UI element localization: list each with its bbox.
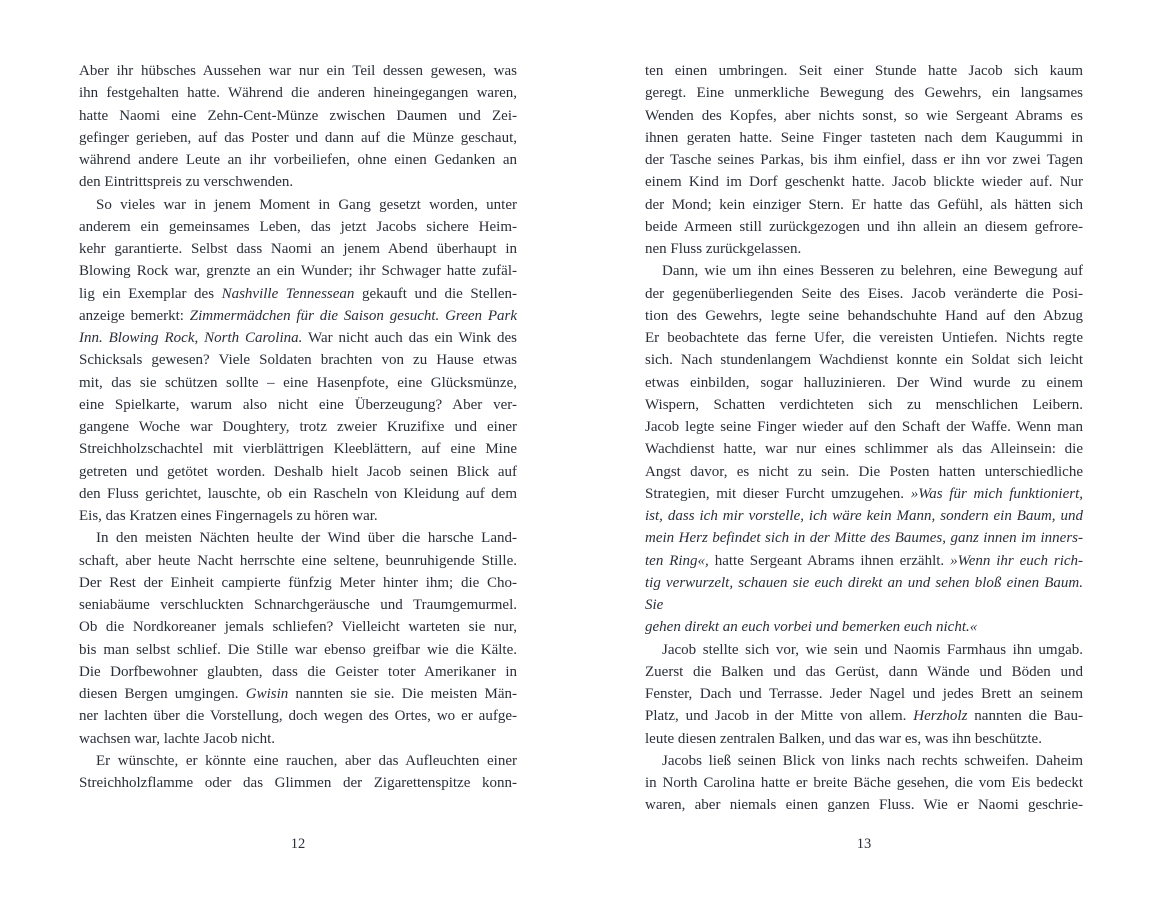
text-line: Wachdienst hatte, war nur eines schlimmer als das Alleinsein: die: [645, 441, 1083, 458]
left-page-text-block: [79, 60, 517, 794]
text-line: Platz, und Jacob in der Mitte von allem. Herzholz nannten die Bau-: [645, 708, 1083, 725]
text-line: Jacob legte seine Finger wieder auf den Schaft der Waffe. Wenn man: [645, 419, 1083, 435]
text-line: seniabäume verschluckten Schnarchgeräusche und Traumgemurmel.: [79, 597, 517, 613]
text-line: waren, aber niemals einen ganzen Fluss. Wie er Naomi geschrie-: [645, 797, 1083, 814]
text-line: geregt. Eine unmerkliche Bewegung des Gewehrs, ein langsames: [645, 85, 1083, 102]
text-line: Angst davor, es nicht zu sein. Die Posten hatten unterschiedliche: [645, 463, 1083, 480]
text-line: den Fluss gerichtet, lauschte, ob ein Rascheln von Kleidung auf dem: [79, 485, 517, 502]
text-line: anderem ein gemeinsames Leben, das jetzt Jacobs sichere Heim-: [79, 218, 517, 235]
text-line: tion des Gewehrs, legte seine behandschuhte Hand auf den Abzug: [645, 307, 1083, 324]
text-line: Inn. Blowing Rock, North Carolina. War nicht auch das ein Wink des: [79, 330, 517, 346]
text-line: getreten und getötet worden. Deshalb hielt Jacob seinen Blick auf: [79, 463, 517, 480]
text-line: Jacobs ließ seinen Blick von links nach rechts schweifen. Daheim: [662, 752, 1083, 769]
text-line: Strategien, mit dieser Furcht umzugehen. »Was für mich funktioniert,: [645, 485, 1083, 502]
text-line: ten Ring«, hatte Sergeant Abrams ihnen erzählt. »Wenn ihr euch rich-: [645, 552, 1084, 569]
text-line: Ob die Nordkoreaner jemals schliefen? Vielleicht warteten sie nur,: [79, 619, 517, 636]
text-line: gefinger gerieben, auf das Poster und dann auf die Münze geschaut,: [79, 129, 517, 146]
text-line: Streichholzflamme oder das Glimmen der Zigarettenspitze konn-: [79, 775, 517, 791]
text-line: tig verwurzelt, schauen sie euch direkt an und sehen bloß einen Baum. Sie: [645, 574, 1083, 613]
text-line: einem Kind im Dorf geschenkt hatte. Jacob blickte wieder auf. Nur: [645, 174, 1083, 191]
text-line: kehr garantierte. Selbst dass Naomi an jenem Abend überhaupt in: [79, 241, 517, 257]
text-line: der Mond; kein einziger Stern. Er hatte das Gefühl, als hätten sich: [645, 196, 1083, 213]
text-line: schaft, aber heute Nacht herrschte eine seltene, beunruhigende Stille.: [79, 552, 517, 569]
text-line: anzeige bemerkt: Zimmermädchen für die Saison gesucht. Green Park: [79, 307, 517, 324]
text-line: Die Dorfbewohner glaubten, dass die Geister toter Amerikaner in: [79, 663, 517, 680]
text-line: Dann, wie um ihn eines Besseren zu belehren, eine Bewegung auf: [662, 263, 1083, 280]
text-line: In den meisten Nächten heulte der Wind über die harsche Land-: [96, 530, 517, 547]
text-line: Eis, das Kratzen eines Fingernagels zu hören war.: [79, 508, 378, 524]
text-line: mit, das sie schützen sollte – eine Hasenpfote, eine Glücksmünze,: [79, 374, 517, 391]
text-line: mein Herz befindet sich in der Mitte des Baumes, ganz innen im inners-: [645, 530, 1083, 547]
text-line: während andere Leute an ihr vorbeiliefen, ohne einen Gedanken an: [79, 152, 517, 168]
right-page-text-block: [645, 60, 1083, 817]
text-line: in North Carolina hatte er breite Bäche gesehen, die vom Eis bedeckt: [645, 775, 1083, 791]
text-line: Der Rest der Einheit campierte fünfzig Meter hinter ihm; die Cho-: [79, 574, 517, 591]
text-line: Schicksals gewesen? Viele Soldaten brachten von zu Hause etwas: [79, 352, 517, 369]
page-number-left: 12: [290, 836, 306, 852]
text-line: diesen Bergen umgingen. Gwisin nannten sie sie. Die meisten Män-: [79, 686, 517, 702]
text-line: Wenden des Kopfes, aber nichts sonst, so wie Sergeant Abrams es: [645, 107, 1083, 124]
text-line: der gegenüberliegenden Seite des Eises. Jacob veränderte die Posi-: [645, 285, 1083, 302]
text-line: ihnen geraten hatte. Seine Finger tasteten nach dem Kaugummi in: [645, 129, 1083, 146]
text-line: beide Armeen still zurückgezogen und ihn allein an diesem gefrore-: [645, 218, 1083, 235]
text-line: lig ein Exemplar des Nashville Tennessean gekauft und die Stellen-: [79, 285, 517, 302]
text-line: sich. Nach stundenlangem Wachdienst konnte ein Soldat sich leicht: [645, 352, 1083, 369]
text-line: den Eintrittspreis zu verschwenden.: [79, 174, 294, 191]
text-line: So vieles war in jenem Moment in Gang gesetzt worden, unter: [96, 196, 517, 213]
text-line: nen Fluss zurückgelassen.: [645, 241, 802, 257]
text-line: Er wünschte, er könnte eine rauchen, aber das Aufleuchten einer: [96, 752, 517, 769]
text-line: Wispern, Schatten verdichteten sich zu menschlichen Leibern.: [645, 396, 1083, 413]
text-line: Blowing Rock war, grenzte an ein Wunder; ihr Schwager hatte zufäl-: [79, 263, 517, 280]
text-line: ner lachten über die Vorstellung, doch wegen des Ortes, wo er aufge-: [79, 708, 517, 725]
text-line: etwas einbilden, sogar halluzinieren. Der Wind wurde zu einem: [645, 374, 1083, 391]
page-number-right: 13: [856, 836, 872, 852]
text-line: bis man selbst schlief. Die Stille war ebenso greifbar wie die Kälte.: [79, 641, 517, 658]
text-line: leute diesen zentralen Balken, und das war es, was ihn beschützte.: [645, 730, 1042, 747]
text-line: der Tasche seines Parkas, bis ihm einfiel, dass er ihn vor zwei Tagen: [645, 152, 1083, 168]
text-line: Jacob stellte sich vor, wie sein und Naomis Farmhaus ihn umgab.: [662, 641, 1083, 658]
text-line: gehen direkt an euch vorbei und bemerken euch nicht.«: [645, 619, 978, 636]
text-line: ist, dass ich mir vorstelle, ich wäre kein Mann, sondern ein Baum, und: [645, 508, 1083, 524]
text-line: ihn festgehalten hatte. Während die anderen hineingegangen waren,: [79, 85, 517, 102]
text-line: Zuerst die Balken und das Gerüst, dann Wände und Böden und: [645, 663, 1083, 680]
text-line: hatte Naomi eine Zehn-Cent-Münze zwischen Daumen und Zei-: [79, 107, 517, 124]
text-line: Er beobachtete das ferne Ufer, die vereisten Untiefen. Nichts regte: [645, 330, 1083, 346]
text-line: ten einen umbringen. Seit einer Stunde hatte Jacob sich kaum: [645, 63, 1083, 79]
text-line: wachsen war, lachte Jacob nicht.: [79, 730, 275, 747]
text-line: Fenster, Dach und Terrasse. Jeder Nagel und jedes Brett an seinem: [645, 686, 1083, 702]
text-line: gangene Woche war Doughtery, trotz zweier Kruzifixe und einer: [79, 419, 517, 435]
text-line: Aber ihr hübsches Aussehen war nur ein Teil dessen gewesen, was: [79, 63, 517, 79]
text-line: eine Spielkarte, warum also nicht eine Überzeugung? Aber ver-: [79, 396, 517, 413]
text-line: Streichholzschachtel mit vierblättrigen Kleeblättern, auf eine Mine: [79, 441, 517, 458]
